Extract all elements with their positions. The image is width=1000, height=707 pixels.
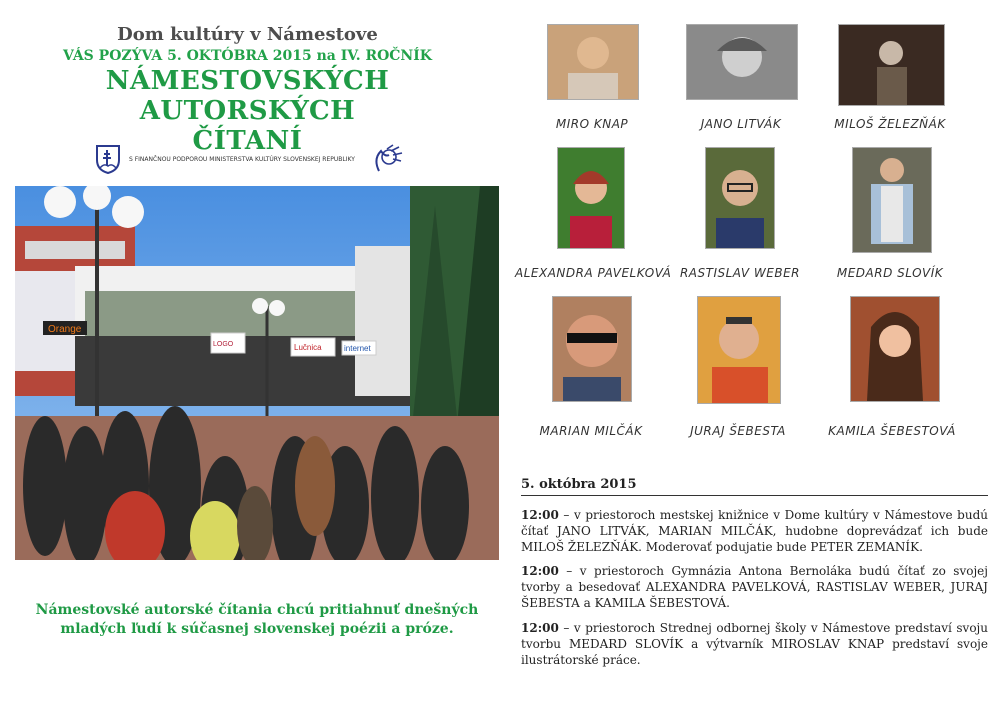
author-name-rastislav-weber: RASTISLAV WEBER xyxy=(679,266,801,280)
event-venue-photo xyxy=(15,186,499,560)
lucnica-banner-sign: Lučnica xyxy=(294,343,322,352)
person-portrait-icon xyxy=(687,25,797,99)
program-text: – v priestoroch mestskej knižnice v Dome kultúry v Námestove budú čítať JANO LITVÁK, MARIAN MILČÁK, hudobne doprevádzať ich bude MILOŠ ŽELEZŇÁK. Moderovať podujatie bude PETER ZEMANÍK. xyxy=(521,508,988,554)
portrait-miro-knap xyxy=(547,24,639,100)
program-text: – v priestoroch Strednej odbornej školy v Námestove predstaví svoju tvorbu MEDARD SLOVÍK a výtvarník MIROSLAV KNAP predstaví svoje ilustrátorské práce. xyxy=(521,621,988,667)
internet-sign: internet xyxy=(344,344,371,353)
organizer-title: Dom kultúry v Námestove xyxy=(117,24,378,45)
program-date: 5. októbra 2015 xyxy=(521,477,637,492)
person-portrait-icon xyxy=(548,25,638,99)
ministry-culture-logo-icon xyxy=(371,143,405,175)
portrait-medard-slovik xyxy=(852,147,932,253)
person-portrait-icon xyxy=(851,297,939,401)
author-name-marian-milcak: MARIAN MILČÁK xyxy=(539,424,643,438)
author-name-milos-zeleznak: MILOŠ ŽELEZŇÁK xyxy=(834,117,946,131)
author-name-jano-litvak: JANO LITVÁK xyxy=(700,117,782,131)
divider xyxy=(521,495,988,496)
portrait-rastislav-weber xyxy=(705,147,775,249)
tagline xyxy=(15,601,499,639)
sponsor-text: S FINANČNOU PODPOROU MINISTERSTVA KULTÚRY SLOVENSKEJ REPUBLIKY xyxy=(129,155,355,163)
event-title-line1: NÁMESTOVSKÝCH AUTORSKÝCH xyxy=(105,66,390,126)
slovak-coat-of-arms-icon xyxy=(95,144,121,174)
orange-sign: Orange xyxy=(48,324,82,335)
author-name-alexandra-pavelkova: ALEXANDRA PAVELKOVÁ xyxy=(515,266,672,280)
portrait-milos-zeleznak xyxy=(838,24,945,106)
author-name-kamila-sebestova: KAMILA ŠEBESTOVÁ xyxy=(828,424,956,438)
program-item-3 xyxy=(521,620,988,668)
person-portrait-icon xyxy=(553,297,631,401)
tagline-line2: mladých ľudí k súčasnej slovenskej poézii a próze. xyxy=(60,621,454,637)
author-name-juraj-sebesta: JURAJ ŠEBESTA xyxy=(690,424,786,438)
program-text: – v priestoroch Gymnázia Antona Bernoláka budú čítať zo svojej tvorby a besedovať ALEXANDRA PAVELKOVÁ, RASTISLAV WEBER, JURAJ ŠEBESTA a KAMILA ŠEBESTOVÁ. xyxy=(521,564,988,610)
event-title-line2: ČÍTANÍ xyxy=(192,126,303,156)
program-time: 12:00 xyxy=(521,508,559,522)
program-time: 12:00 xyxy=(521,564,559,578)
program-item-2 xyxy=(521,563,988,611)
person-portrait-icon xyxy=(706,148,774,248)
portrait-kamila-sebestova xyxy=(850,296,940,402)
program-time: 12:00 xyxy=(521,621,559,635)
crowd-in-front-of-culture-house-image xyxy=(15,186,499,560)
portrait-jano-litvak xyxy=(686,24,798,100)
tagline-line1: Námestovské autorské čítania chcú pritiahnuť dnešných xyxy=(35,602,479,618)
portrait-juraj-sebesta xyxy=(697,296,781,404)
portrait-marian-milcak xyxy=(552,296,632,402)
invitation-line: VÁS POZÝVA 5. OKTÓBRA 2015 na IV. ROČNÍK xyxy=(63,48,432,64)
banner-sign-left: LOGO xyxy=(213,341,234,348)
person-portrait-icon xyxy=(558,148,624,248)
portrait-alexandra-pavelkova xyxy=(557,147,625,249)
person-portrait-icon xyxy=(853,148,931,252)
person-portrait-icon xyxy=(698,297,780,403)
person-portrait-icon xyxy=(839,25,944,105)
sponsor-bar xyxy=(95,142,405,176)
program-item-1 xyxy=(521,507,988,555)
author-name-miro-knap: MIRO KNAP xyxy=(555,117,629,131)
author-name-medard-slovik: MEDARD SLOVÍK xyxy=(836,266,944,280)
